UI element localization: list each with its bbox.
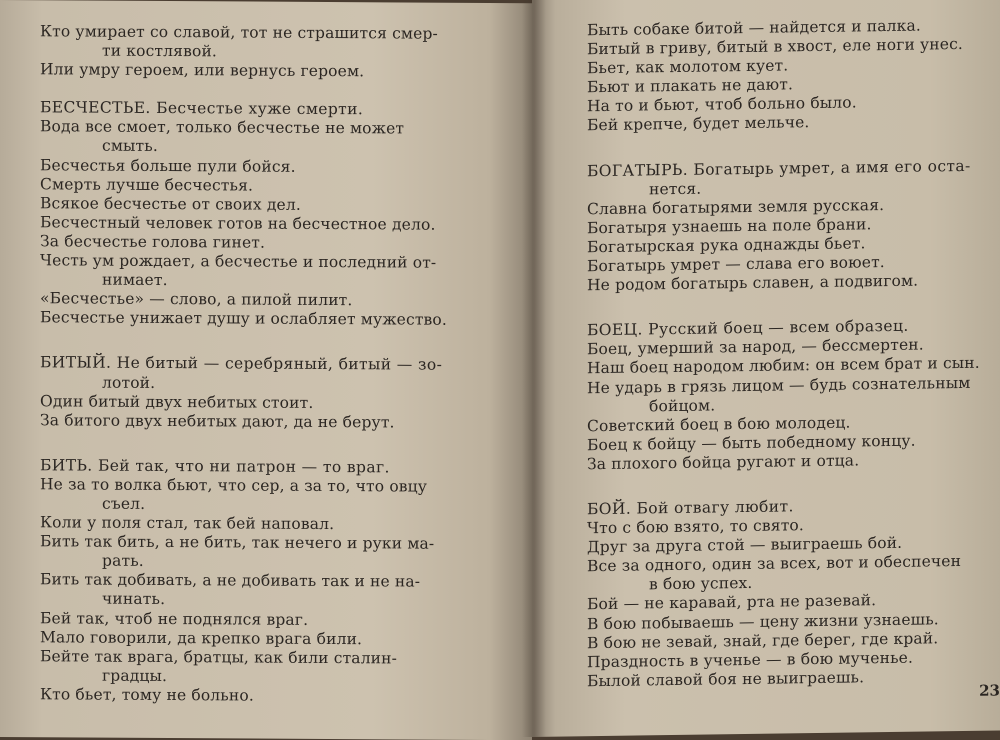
entry-heading-line: БЕСЧЕСТЬЕ. Бесчестье хуже смерти. bbox=[40, 98, 364, 119]
proverb-line: Бей крепче, будет мельче. bbox=[587, 113, 810, 135]
proverb-line: Бьют и плакать не дают. bbox=[587, 75, 794, 97]
entry-heading-line: БОЕЦ. Русский боец — всем образец. bbox=[587, 316, 909, 340]
proverb-line: За бесчестье голова гинет. bbox=[40, 232, 266, 252]
proverb-line: Бесчестья больше пули бойся. bbox=[40, 155, 296, 176]
proverb-line: Коли у поля стал, так бей наповал. bbox=[40, 513, 335, 534]
proverb-line: Боец, умерший за народ, — бессмертен. bbox=[587, 335, 924, 359]
proverb-line: За битого двух небитых дают, да не берут. bbox=[40, 410, 395, 432]
proverb-line: Кто бьет, тому не больно. bbox=[40, 685, 254, 705]
page-number: 23 bbox=[979, 681, 1000, 700]
proverb-line: Кто умирает со славой, тот не страшится смер- bbox=[40, 22, 438, 43]
proverb-line: Бьет, как молотом кует. bbox=[587, 56, 789, 78]
proverb-line: нимает. bbox=[102, 270, 168, 290]
proverb-line: лотой. bbox=[102, 373, 156, 392]
proverb-line: в бою успех. bbox=[649, 574, 753, 594]
proverb-line: Битый в гриву, битый в хвост, еле ноги унес. bbox=[587, 35, 964, 59]
proverb-line: Праздность в ученье — в бою мученье. bbox=[587, 648, 914, 671]
section-spacer bbox=[40, 328, 500, 357]
proverb-line: За плохого бойца ругают и отца. bbox=[587, 451, 860, 474]
proverb-line: Бой — не каравай, рта не разевай. bbox=[587, 591, 877, 614]
proverb-line: Друг за друга стой — выиграешь бой. bbox=[587, 533, 903, 557]
proverb-line: Всякое бесчестье от своих дел. bbox=[40, 193, 301, 214]
proverb-line: градцы. bbox=[102, 666, 168, 685]
proverb-line: Не за то волка бьют, что сер, а за то, что овцу bbox=[40, 475, 428, 496]
proverb-line: чинать. bbox=[102, 590, 166, 609]
proverb-line: Боец к бойцу — быть победному концу. bbox=[587, 431, 916, 455]
proverb-line: Все за одного, один за всех, вот и обеспечен bbox=[587, 552, 962, 576]
proverb-line: Что с бою взято, то свято. bbox=[587, 516, 804, 538]
proverb-line: смыть. bbox=[102, 137, 158, 156]
proverb-line: Вода все смоет, только бесчестье не может bbox=[40, 117, 405, 138]
section-spacer bbox=[40, 430, 500, 459]
right-page bbox=[532, 0, 1000, 737]
proverb-line: Не родом богатырь славен, а подвигом. bbox=[587, 271, 919, 295]
proverb-line: Бить так добивать, а не добивать так и не на- bbox=[40, 570, 421, 591]
proverb-line: Бесчестный человек готов на бесчестное дело. bbox=[40, 213, 436, 234]
right-text-column bbox=[587, 15, 999, 691]
proverb-line: Богатырь умрет — слава его воюет. bbox=[587, 253, 885, 276]
proverb-line: «Бесчестье» — слово, а пилой пилит. bbox=[40, 289, 353, 310]
proverb-line: Быть собаке битой — найдется и палка. bbox=[587, 16, 921, 40]
proverb-line: бойцом. bbox=[649, 396, 716, 415]
proverb-line: съел. bbox=[102, 494, 146, 513]
entry-heading-line: БОГАТЫРЬ. Богатырь умрет, а имя его оста- bbox=[587, 156, 971, 180]
left-text-column bbox=[40, 22, 500, 707]
proverb-line: Славна богатырями земля русская. bbox=[587, 195, 885, 218]
proverb-line: Богатыря узнаешь на поле брани. bbox=[587, 215, 872, 238]
proverb-line: Не ударь в грязь лицом — будь сознательным bbox=[587, 373, 971, 397]
proverb-line: В бою побываешь — цену жизни узнаешь. bbox=[587, 609, 939, 633]
proverb-line: Бесчестье унижает душу и ослабляет мужество. bbox=[40, 308, 447, 330]
entry-heading-line: БОЙ. Бой отвагу любит. bbox=[587, 497, 794, 519]
proverb-line: Один битый двух небитых стоит. bbox=[40, 391, 314, 412]
proverb-line: Бей так, чтоб не поднялся враг. bbox=[40, 608, 309, 629]
proverb-line: нется. bbox=[649, 179, 702, 199]
proverb-line: Бить так бить, а не бить, так нечего и руки ма- bbox=[40, 532, 435, 553]
proverb-line: Или умру героем, или вернусь героем. bbox=[40, 60, 365, 81]
proverb-line: ти костлявой. bbox=[102, 41, 217, 61]
entry-heading-line: БИТЬ. Бей так, что ни патрон — то враг. bbox=[40, 456, 390, 477]
proverb-line: Бейте так врага, братцы, как били сталин- bbox=[40, 646, 398, 668]
book-gutter bbox=[522, 0, 546, 737]
proverb-line: Честь ум рождает, а бесчестье и последний от- bbox=[40, 251, 437, 272]
proverb-line: Наш боец народом любим: он всем брат и сын. bbox=[587, 354, 980, 378]
proverb-line: рать. bbox=[102, 551, 144, 571]
proverb-line: На то и бьют, чтоб больно было. bbox=[587, 93, 857, 116]
proverb-line: Смерть лучше бесчестья. bbox=[40, 174, 254, 195]
proverb-line: Мало говорили, да крепко врага били. bbox=[40, 627, 363, 648]
proverb-line: Былой славой боя не выиграешь. bbox=[587, 668, 865, 691]
proverb-line: В бою не зевай, знай, где берег, где край. bbox=[587, 628, 939, 652]
proverb-line: Советский боец в бою молодец. bbox=[587, 413, 851, 435]
proverb-line: Богатырская рука однажды бьет. bbox=[587, 234, 866, 257]
entry-heading-line: БИТЫЙ. Не битый — серебряный, битый — зо- bbox=[40, 353, 443, 375]
